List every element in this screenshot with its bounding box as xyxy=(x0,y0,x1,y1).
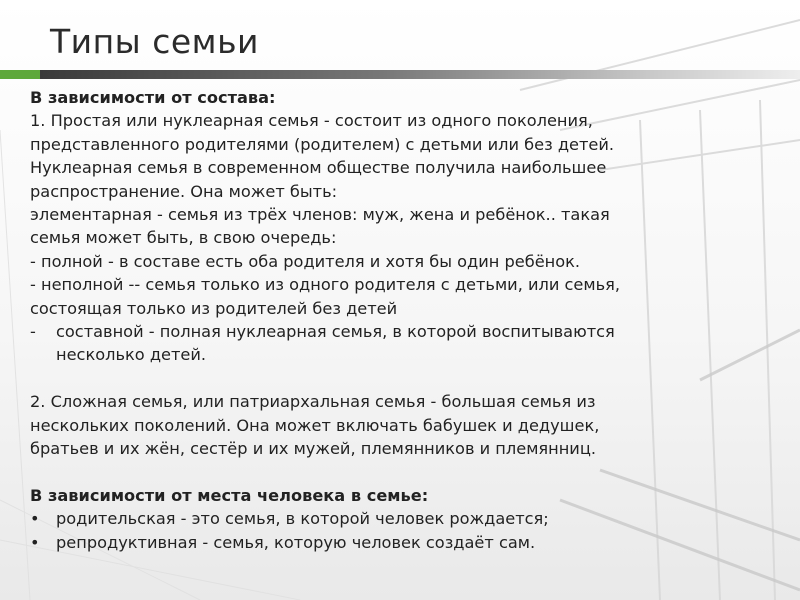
bullet-marker: • xyxy=(30,509,40,529)
text-line: 1. Простая или нуклеарная семья - состоит из одного поколения, xyxy=(30,111,593,131)
slide-content xyxy=(30,86,780,554)
text-line: состоящая только из родителей без детей xyxy=(30,298,398,318)
text-line: представленного родителями (родителем) с детьми или без детей. xyxy=(30,134,615,154)
text-line: Нуклеарная семья в современном обществе получила наибольшее xyxy=(30,158,607,178)
list-item-reproductive-family xyxy=(30,531,780,554)
list-item-text: составной - полная нуклеарная семья, в которой воспитываются xyxy=(56,322,615,342)
section-heading-place: В зависимости от места человека в семье: xyxy=(30,485,429,505)
title-accent-bar xyxy=(0,70,800,79)
text-line: элементарная - семья из трёх членов: муж, жена и ребёнок.. такая xyxy=(30,205,610,225)
list-item-parental-family xyxy=(30,507,780,530)
text-line: - полной - в составе есть оба родителя и хотя бы один ребёнок. xyxy=(30,251,581,271)
text-line: - неполной -- семья только из одного родителя с детьми, или семья, xyxy=(30,275,621,295)
spacer xyxy=(30,460,780,483)
list-item-text: родительская - это семья, в которой человек рождается; xyxy=(56,509,549,529)
text-line: семья может быть, в свою очередь: xyxy=(30,228,337,248)
text-line: 2. Сложная семья, или патриархальная семья - большая семья из xyxy=(30,392,596,412)
accent-dark-segment xyxy=(40,70,800,79)
slide-title: Типы семьи xyxy=(50,22,259,61)
list-item-compound-family xyxy=(30,320,780,367)
dash-marker: - xyxy=(30,322,36,342)
bullet-marker: • xyxy=(30,532,40,552)
text-line: нескольких поколений. Она может включать бабушек и дедушек, xyxy=(30,415,600,435)
section-heading-composition: В зависимости от состава: xyxy=(30,88,276,107)
text-line: братьев и их жён, сестёр и их мужей, племянников и племянниц. xyxy=(30,439,596,459)
text-line: распространение. Она может быть: xyxy=(30,181,338,201)
list-item-text: несколько детей. xyxy=(56,345,207,365)
list-item-text: репродуктивная - семья, которую человек создаёт сам. xyxy=(56,532,536,552)
accent-green-segment xyxy=(0,70,40,79)
spacer xyxy=(30,367,780,390)
